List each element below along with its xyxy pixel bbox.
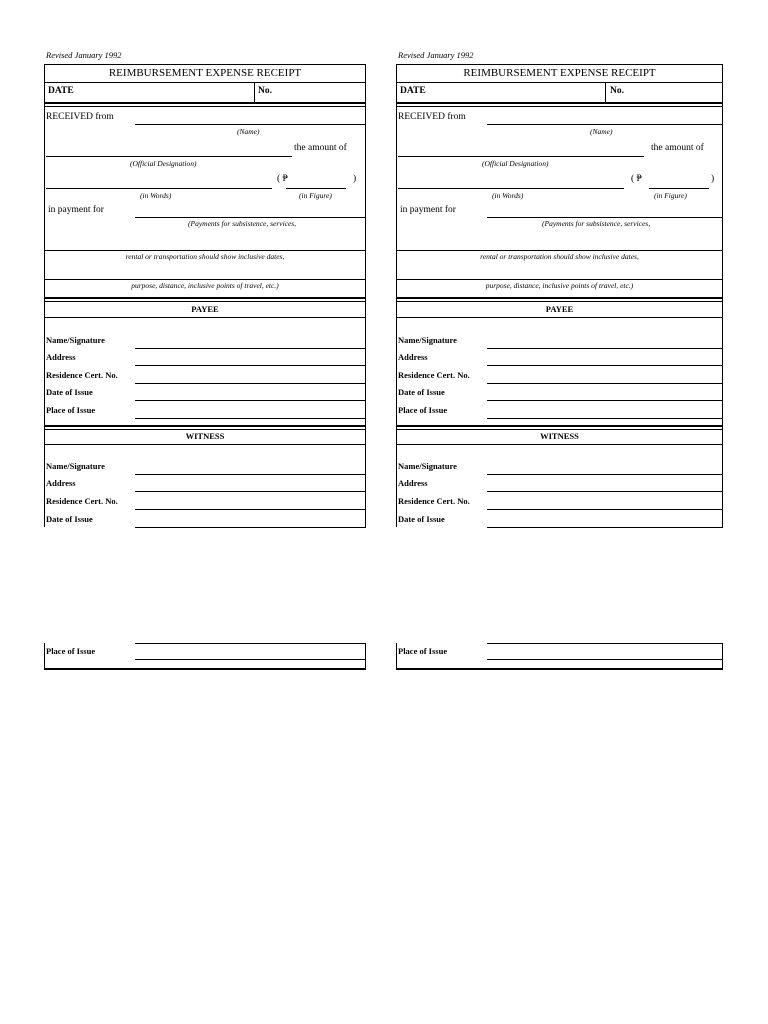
- witness-header: WITNESS: [185, 431, 225, 441]
- payee-field-line[interactable]: [135, 383, 366, 384]
- amount-words-line[interactable]: [398, 188, 624, 189]
- footer-field-line[interactable]: [135, 659, 366, 660]
- payee-field-label: Residence Cert. No.: [46, 370, 118, 380]
- received-from-label: RECEIVED from: [46, 112, 114, 122]
- amount-words-line[interactable]: [46, 188, 272, 189]
- payee-field-label: Date of Issue: [46, 387, 93, 397]
- name-line[interactable]: [487, 124, 723, 125]
- divider: [396, 301, 723, 302]
- witness-field-label: Date of Issue: [398, 514, 445, 524]
- frame-left: [396, 643, 397, 670]
- witness-field-label: Name/Signature: [398, 461, 457, 471]
- payment-note: rental or transportation should show inclusive dates,: [480, 252, 639, 261]
- form-title: REIMBURSEMENT EXPENSE RECEIPT: [108, 67, 302, 79]
- name-caption: (Name): [590, 127, 613, 136]
- date-no-divider: [254, 82, 255, 103]
- witness-field-line[interactable]: [135, 509, 366, 510]
- divider: [396, 425, 723, 427]
- divider: [44, 429, 366, 430]
- frame-bottom: [44, 669, 366, 670]
- witness-field-label: Residence Cert. No.: [398, 496, 470, 506]
- date-label: DATE: [48, 86, 74, 96]
- no-label: No.: [610, 86, 624, 96]
- payee-header: PAYEE: [191, 304, 219, 314]
- amount-label: the amount of: [651, 143, 704, 153]
- witness-field-line[interactable]: [135, 474, 366, 475]
- receipt-form-left: [44, 0, 366, 680]
- peso-open: ( ₱: [277, 174, 288, 184]
- divider: [44, 297, 366, 299]
- payee-field-line[interactable]: [487, 418, 723, 419]
- witness-header: WITNESS: [540, 431, 579, 441]
- payee-header: PAYEE: [545, 304, 574, 314]
- figure-caption: (in Figure): [299, 191, 332, 200]
- number-field[interactable]: [280, 88, 362, 100]
- payee-field-line[interactable]: [487, 383, 723, 384]
- words-caption: (in Words): [140, 191, 172, 200]
- payment-line-2[interactable]: [396, 250, 723, 251]
- footer-line-top: [487, 643, 723, 644]
- designation-caption: (Official Designation): [482, 159, 549, 168]
- divider: [396, 106, 723, 107]
- footer-field-label: Place of Issue: [46, 646, 96, 656]
- payee-field-label: Place of Issue: [398, 405, 448, 415]
- frame-bottom: [396, 669, 723, 670]
- payee-field-label: Residence Cert. No.: [398, 370, 470, 380]
- witness-field-line[interactable]: [487, 474, 723, 475]
- frame-right: [722, 643, 723, 670]
- witness-field-label: Residence Cert. No.: [46, 496, 118, 506]
- footer-line-top: [135, 643, 366, 644]
- frame-left: [44, 643, 45, 670]
- witness-field-label: Name/Signature: [46, 461, 105, 471]
- payment-line[interactable]: [135, 217, 366, 218]
- divider: [396, 82, 723, 83]
- payment-label: in payment for: [400, 205, 456, 215]
- divider: [44, 444, 366, 445]
- payee-field-line[interactable]: [135, 365, 366, 366]
- payee-field-label: Date of Issue: [398, 387, 445, 397]
- payee-field-label: Address: [46, 352, 76, 362]
- divider: [396, 317, 723, 318]
- frame-left: [396, 64, 397, 527]
- witness-field-line[interactable]: [135, 527, 366, 528]
- payee-field-label: Place of Issue: [46, 405, 96, 415]
- payment-line[interactable]: [487, 217, 723, 218]
- payee-field-label: Address: [398, 352, 428, 362]
- frame-left: [44, 64, 45, 527]
- paren-close: ): [353, 174, 357, 184]
- designation-caption: (Official Designation): [130, 159, 197, 168]
- receipt-form-right: [396, 0, 723, 680]
- peso-open: ( ₱: [631, 174, 642, 184]
- witness-field-label: Address: [398, 478, 428, 488]
- payment-label: in payment for: [48, 205, 104, 215]
- witness-field-line[interactable]: [487, 509, 723, 510]
- figure-caption: (in Figure): [654, 191, 687, 200]
- designation-line[interactable]: [398, 156, 644, 157]
- date-field[interactable]: [84, 88, 250, 100]
- divider: [396, 297, 723, 299]
- payee-field-line[interactable]: [487, 348, 723, 349]
- witness-field-label: Date of Issue: [46, 514, 93, 524]
- amount-figure-line[interactable]: [649, 188, 709, 189]
- revised-note: Revised January 1992: [398, 50, 474, 60]
- amount-label: the amount of: [294, 143, 347, 153]
- payee-field-line[interactable]: [487, 400, 723, 401]
- name-caption: (Name): [237, 127, 260, 136]
- received-from-label: RECEIVED from: [398, 112, 466, 122]
- divider: [44, 425, 366, 427]
- number-field[interactable]: [632, 88, 719, 100]
- payment-note: rental or transportation should show inclusive dates,: [125, 252, 285, 261]
- designation-line[interactable]: [46, 156, 292, 157]
- witness-field-line[interactable]: [487, 491, 723, 492]
- payment-line-3[interactable]: [396, 279, 723, 280]
- paren-close: ): [711, 174, 715, 184]
- payment-line-3[interactable]: [44, 279, 366, 280]
- payment-line-2[interactable]: [44, 250, 366, 251]
- payee-field-line[interactable]: [135, 348, 366, 349]
- payee-field-line[interactable]: [487, 365, 723, 366]
- divider: [44, 82, 366, 83]
- words-caption: (in Words): [492, 191, 524, 200]
- divider: [44, 317, 366, 318]
- frame-right: [365, 643, 366, 670]
- divider: [44, 106, 366, 107]
- payee-field-line[interactable]: [135, 418, 366, 419]
- payment-note: (Payments for subsistence, services,: [188, 219, 297, 228]
- date-label: DATE: [400, 86, 426, 96]
- divider: [396, 102, 723, 104]
- witness-field-label: Address: [46, 478, 76, 488]
- divider: [396, 444, 723, 445]
- payee-field-line[interactable]: [135, 400, 366, 401]
- payment-note: purpose, distance, inclusive points of travel, etc.): [485, 281, 634, 290]
- witness-field-line[interactable]: [135, 491, 366, 492]
- payee-field-label: Name/Signature: [398, 335, 457, 345]
- payee-field-label: Name/Signature: [46, 335, 105, 345]
- payment-note: (Payments for subsistence, services,: [542, 219, 651, 228]
- divider: [44, 301, 366, 302]
- form-title: REIMBURSEMENT EXPENSE RECEIPT: [463, 67, 656, 79]
- footer-field-line[interactable]: [487, 659, 723, 660]
- name-line[interactable]: [135, 124, 366, 125]
- frame-right: [365, 64, 366, 527]
- date-field[interactable]: [436, 88, 601, 100]
- footer-field-label: Place of Issue: [398, 646, 448, 656]
- no-label: No.: [258, 86, 272, 96]
- payment-note: purpose, distance, inclusive points of travel, etc.): [131, 281, 279, 290]
- revised-note: Revised January 1992: [46, 50, 122, 60]
- divider: [396, 429, 723, 430]
- frame-right: [722, 64, 723, 527]
- date-no-divider: [605, 82, 606, 103]
- witness-field-line[interactable]: [487, 527, 723, 528]
- amount-figure-line[interactable]: [286, 188, 346, 189]
- frame-top: [44, 64, 366, 65]
- divider: [44, 102, 366, 104]
- frame-top: [396, 64, 723, 65]
